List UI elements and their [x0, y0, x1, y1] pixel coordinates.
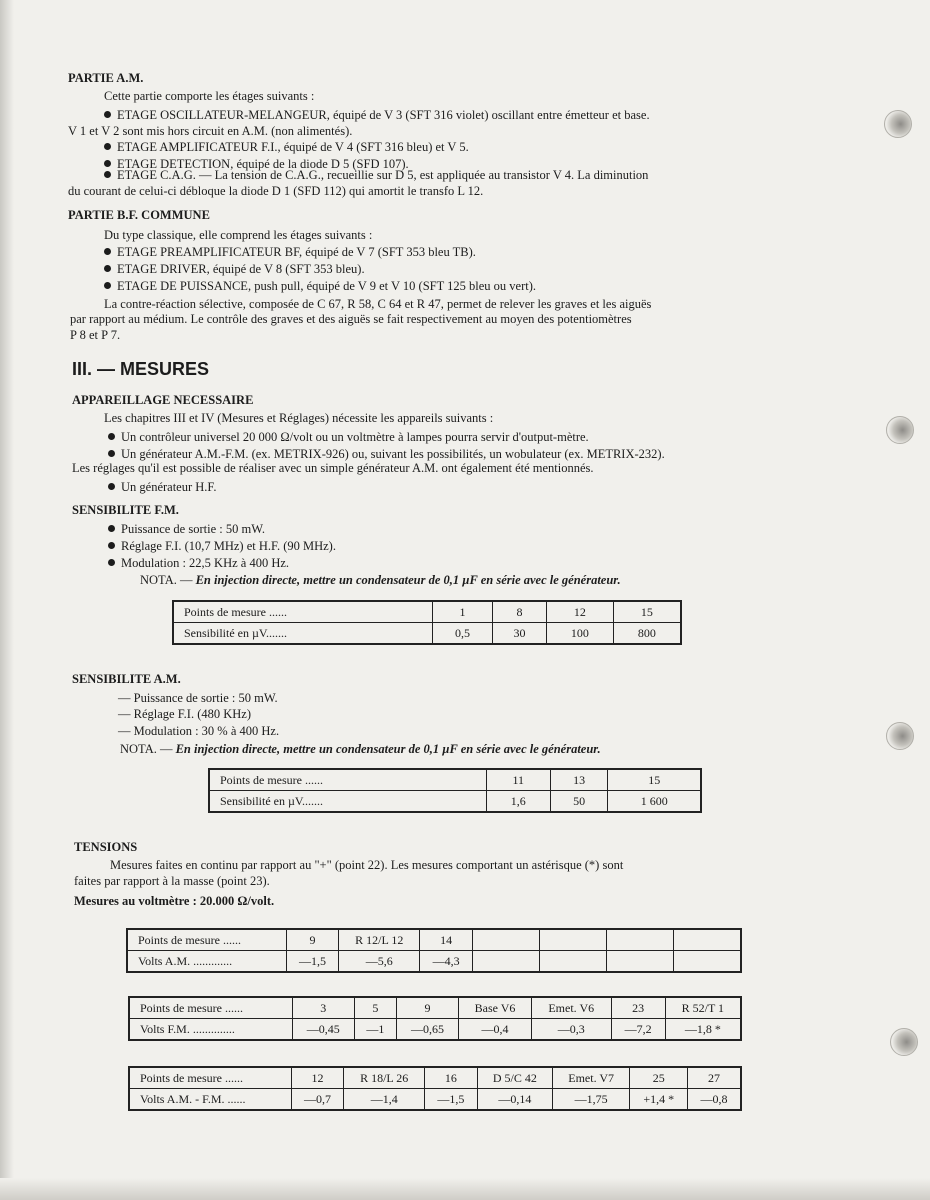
table-cell [607, 951, 674, 973]
bullet-icon [104, 111, 111, 118]
table-cell: 1 [432, 601, 492, 623]
table-cell: —0,3 [531, 1019, 611, 1041]
table-cell: 1,6 [486, 791, 550, 813]
table-cell: 14 [420, 929, 473, 951]
am-bullet-1: ETAGE OSCILLATEUR-MELANGEUR, équipé de V 3 (SFT 316 violet) oscillant entre émetteur et base. [104, 107, 650, 123]
appareillage-intro: Les chapitres III et IV (Mesures et Réglages) nécessite les appareils suivants : [104, 411, 494, 425]
table-cell: 9 [396, 997, 458, 1019]
bullet-icon [104, 282, 111, 289]
table-cell: —4,3 [420, 951, 473, 973]
table-cell: 5 [354, 997, 396, 1019]
section-title-sensibilite-am: SENSIBILITE A.M. [72, 672, 181, 686]
table-cell: —0,45 [292, 1019, 354, 1041]
bullet-icon [104, 143, 111, 150]
table-cell: 23 [611, 997, 665, 1019]
am-intro: Cette partie comporte les étages suivants : [104, 89, 315, 103]
table-cell [473, 951, 540, 973]
table-cell: 1 600 [608, 791, 701, 813]
table-cell: Emet. V7 [552, 1067, 629, 1089]
table-cell: 13 [550, 769, 607, 791]
sens-fm-nota: NOTA. — En injection directe, mettre un condensateur de 0,1 µF en série avec le générateur. [140, 573, 621, 587]
section-title-tensions: TENSIONS [74, 840, 138, 854]
table-cell: 11 [486, 769, 550, 791]
bullet-icon [104, 265, 111, 272]
page-edge-bottom [0, 1178, 930, 1200]
sens-am-nota: NOTA. — En injection directe, mettre un condensateur de 0,1 µF en série avec le générateur. [120, 742, 601, 756]
table-cell [607, 929, 674, 951]
table-cell: 15 [613, 601, 681, 623]
sensibilite-fm-table [172, 600, 682, 645]
table-cell: —0,65 [396, 1019, 458, 1041]
table-cell: R 12/L 12 [339, 929, 420, 951]
table-cell: 800 [613, 623, 681, 645]
appareillage-bullet-3: Un générateur H.F. [108, 479, 217, 495]
section-title-appareillage: APPAREILLAGE NECESSAIRE [72, 393, 254, 407]
tensions-paragraph-line-2: faites par rapport à la masse (point 23). [74, 874, 270, 888]
bullet-icon [104, 171, 111, 178]
table-cell: Emet. V6 [531, 997, 611, 1019]
table-cell [540, 929, 607, 951]
table-cell: —0,4 [459, 1019, 532, 1041]
bullet-icon [108, 450, 115, 457]
binder-hole-3 [886, 722, 914, 750]
table-cell [674, 951, 742, 973]
am-bullet-4-cont: du courant de celui-ci débloque la diode D 1 (SFD 112) qui amortit le transfo L 12. [68, 184, 484, 198]
table-row-label: Points de mesure ...... [127, 929, 286, 951]
bf-bullet-3: ETAGE DE PUISSANCE, push pull, équipé de V 9 et V 10 (SFT 125 bleu ou vert). [104, 278, 536, 294]
table-cell: 12 [546, 601, 613, 623]
appareillage-bullet-2-cont: Les réglages qu'il est possible de réaliser avec un simple générateur A.M. ont également été mentionnés. [72, 461, 594, 475]
table-cell: —0,14 [477, 1089, 552, 1111]
bf-intro: Du type classique, elle comprend les étages suivants : [104, 228, 373, 242]
sens-am-line-2: — Réglage F.I. (480 KHz) [118, 707, 251, 721]
table-row-label: Volts F.M. .............. [129, 1019, 292, 1041]
table-cell: 9 [286, 929, 339, 951]
section-title-bf: PARTIE B.F. COMMUNE [68, 208, 210, 222]
sensibilite-am-table [208, 768, 702, 813]
table-row-label: Points de mesure ...... [173, 601, 432, 623]
sens-fm-bullet-1: Puissance de sortie : 50 mW. [108, 521, 265, 537]
appareillage-bullet-2: Un générateur A.M.-F.M. (ex. METRIX-926) ou, suivant les possibilités, un wobulateur (ex. METRIX-232). [108, 446, 665, 462]
binder-hole-4 [890, 1028, 918, 1056]
table-cell: D 5/C 42 [477, 1067, 552, 1089]
table-cell: 50 [550, 791, 607, 813]
table-cell: —1,8 * [665, 1019, 741, 1041]
table-cell: —1,75 [552, 1089, 629, 1111]
table-cell: —1,4 [344, 1089, 425, 1111]
page-edge-left [0, 0, 14, 1200]
table-row-label: Points de mesure ...... [129, 997, 292, 1019]
bullet-icon [108, 525, 115, 532]
tensions-table-am [126, 928, 742, 973]
bf-bullet-1: ETAGE PREAMPLIFICATEUR BF, équipé de V 7 (SFT 353 bleu TB). [104, 244, 476, 260]
table-cell: —1,5 [425, 1089, 478, 1111]
sens-fm-bullet-3: Modulation : 22,5 KHz à 400 Hz. [108, 555, 289, 571]
bf-paragraph-line-2: par rapport au médium. Le contrôle des graves et des aiguës se fait respectivement au moyen des potentiomètres [70, 312, 632, 326]
tensions-table-fm [128, 996, 742, 1041]
chapter-title-mesures: III. — MESURES [72, 359, 210, 379]
table-cell: +1,4 * [630, 1089, 688, 1111]
bullet-icon [104, 248, 111, 255]
table-cell: —1,5 [286, 951, 339, 973]
sens-fm-bullet-2: Réglage F.I. (10,7 MHz) et H.F. (90 MHz). [108, 538, 336, 554]
table-cell: —7,2 [611, 1019, 665, 1041]
bullet-icon [108, 433, 115, 440]
table-row-label: Volts A.M. ............. [127, 951, 286, 973]
am-bullet-2: ETAGE AMPLIFICATEUR F.I., équipé de V 4 (SFT 316 bleu) et V 5. [104, 139, 469, 155]
am-bullet-1-cont: V 1 et V 2 sont mis hors circuit en A.M. (non alimentés). [68, 124, 353, 138]
table-cell [674, 929, 742, 951]
table-cell: 27 [688, 1067, 741, 1089]
table-cell: —1 [354, 1019, 396, 1041]
sens-am-line-1: — Puissance de sortie : 50 mW. [118, 691, 278, 705]
bf-paragraph-line-3: P 8 et P 7. [70, 328, 121, 342]
table-cell [473, 929, 540, 951]
table-cell: 16 [425, 1067, 478, 1089]
table-row-label: Sensibilité en µV....... [209, 791, 486, 813]
binder-hole-2 [886, 416, 914, 444]
bullet-icon [108, 542, 115, 549]
table-cell: 30 [493, 623, 547, 645]
table-cell: R 18/L 26 [344, 1067, 425, 1089]
tensions-table-am-fm [128, 1066, 742, 1111]
am-bullet-4: ETAGE C.A.G. — La tension de C.A.G., recueillie sur D 5, est appliquée au transistor V 4. La diminution [104, 167, 648, 183]
am-bullet-3: ETAGE DETECTION, équipé de la diode D 5 (SFD 107). [104, 156, 409, 172]
table-row-label: Points de mesure ...... [209, 769, 486, 791]
table-cell: 0,5 [432, 623, 492, 645]
table-cell: 25 [630, 1067, 688, 1089]
table-cell: 12 [291, 1067, 344, 1089]
table-row-label: Points de mesure ...... [129, 1067, 291, 1089]
sens-am-line-3: — Modulation : 30 % à 400 Hz. [118, 724, 280, 738]
tensions-paragraph-line-1: Mesures faites en continu par rapport au "+" (point 22). Les mesures comportant un astérisque (*) sont [110, 858, 624, 872]
table-cell [540, 951, 607, 973]
table-cell: R 52/T 1 [665, 997, 741, 1019]
section-title-am: PARTIE A.M. [68, 71, 144, 85]
section-title-sensibilite-fm: SENSIBILITE F.M. [72, 503, 179, 517]
bf-paragraph-line-1: La contre-réaction sélective, composée de C 67, R 58, C 64 et R 47, permet de relever les graves et les aiguës [104, 297, 652, 311]
bullet-icon [108, 559, 115, 566]
binder-hole-1 [884, 110, 912, 138]
table-cell: Base V6 [459, 997, 532, 1019]
table-cell: —5,6 [339, 951, 420, 973]
tensions-subtitle: Mesures au voltmètre : 20.000 Ω/volt. [74, 894, 275, 908]
bf-bullet-2: ETAGE DRIVER, équipé de V 8 (SFT 353 bleu). [104, 261, 365, 277]
table-cell: 3 [292, 997, 354, 1019]
bullet-icon [104, 160, 111, 167]
table-row-label: Sensibilité en µV....... [173, 623, 432, 645]
table-cell: 15 [608, 769, 701, 791]
bullet-icon [108, 483, 115, 490]
appareillage-bullet-1: Un contrôleur universel 20 000 Ω/volt ou un voltmètre à lampes pourra servir d'output-mètre. [108, 429, 589, 445]
table-row-label: Volts A.M. - F.M. ...... [129, 1089, 291, 1111]
table-cell: 8 [493, 601, 547, 623]
table-cell: 100 [546, 623, 613, 645]
table-cell: —0,8 [688, 1089, 741, 1111]
table-cell: —0,7 [291, 1089, 344, 1111]
